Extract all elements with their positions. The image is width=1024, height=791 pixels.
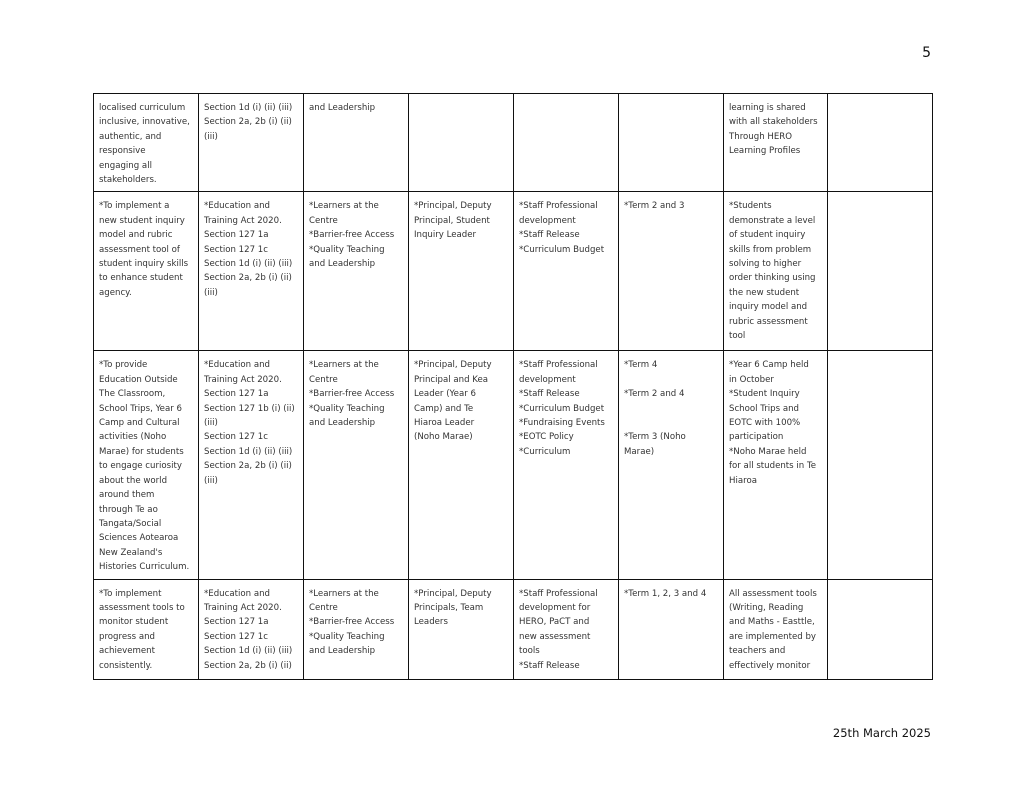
- cell-legislation: *Education and Training Act 2020. Section 127 1a Section 127 1c Section 1d (i) (ii) (iii) Section 2a, 2b (i) (ii): [199, 579, 304, 679]
- cell-objective: *To provide Education Outside The Classroom, School Trips, Year 6 Camp and Cultural activities (Noho Marae) for students to engage curiosity about the world around them through Te ao Tangata/Social Sciences Aotearoa New Zealand's Histories Curriculum.: [94, 351, 199, 579]
- cell-timeframe: *Term 1, 2, 3 and 4: [619, 579, 724, 679]
- cell-outcome: *Students demonstrate a level of student inquiry skills from problem solving to higher order thinking using the new student inquiry model and rubric assessment tool: [724, 192, 828, 351]
- cell-resources: *Staff Professional development *Staff Release *Curriculum Budget: [514, 192, 619, 351]
- cell-strategic-priority: *Learners at the Centre *Barrier-free Access *Quality Teaching and Leadership: [304, 351, 409, 579]
- cell-outcome: learning is shared with all stakeholders Through HERO Learning Profiles: [724, 94, 828, 192]
- cell-legislation: Section 1d (i) (ii) (iii) Section 2a, 2b (i) (ii) (iii): [199, 94, 304, 192]
- cell-timeframe: *Term 4 *Term 2 and 4 *Term 3 (Noho Marae): [619, 351, 724, 579]
- cell-legislation: *Education and Training Act 2020. Section 127 1a Section 127 1c Section 1d (i) (ii) (iii) Section 2a, 2b (i) (ii) (iii): [199, 192, 304, 351]
- cell-objective: *To implement assessment tools to monitor student progress and achievement consistently.: [94, 579, 199, 679]
- cell-strategic-priority: *Learners at the Centre *Barrier-free Access *Quality Teaching and Leadership: [304, 192, 409, 351]
- cell-empty: [828, 192, 933, 351]
- annual-plan-table: [93, 93, 933, 680]
- cell-strategic-priority: and Leadership: [304, 94, 409, 192]
- cell-resources: [514, 94, 619, 192]
- cell-responsibility: [409, 94, 514, 192]
- page-number: 5: [922, 45, 931, 61]
- table-row: [94, 351, 933, 579]
- footer-date: 25th March 2025: [832, 726, 931, 740]
- cell-responsibility: *Principal, Deputy Principal and Kea Leader (Year 6 Camp) and Te Hiaroa Leader (Noho Marae): [409, 351, 514, 579]
- cell-objective: localised curriculum inclusive, innovative, authentic, and responsive engaging all stakeholders.: [94, 94, 199, 192]
- table-row: [94, 94, 933, 192]
- cell-objective: *To implement a new student inquiry model and rubric assessment tool of student inquiry skills to enhance student agency.: [94, 192, 199, 351]
- cell-resources: *Staff Professional development *Staff Release *Curriculum Budget *Fundraising Events *EOTC Policy *Curriculum: [514, 351, 619, 579]
- cell-responsibility: *Principal, Deputy Principals, Team Leaders: [409, 579, 514, 679]
- cell-outcome: *Year 6 Camp held in October *Student Inquiry School Trips and EOTC with 100% participation *Noho Marae held for all students in Te Hiaroa: [724, 351, 828, 579]
- cell-timeframe: [619, 94, 724, 192]
- cell-empty: [828, 579, 933, 679]
- cell-empty: [828, 351, 933, 579]
- cell-responsibility: *Principal, Deputy Principal, Student Inquiry Leader: [409, 192, 514, 351]
- cell-legislation: *Education and Training Act 2020. Section 127 1a Section 127 1b (i) (ii) (iii) Section 127 1c Section 1d (i) (ii) (iii) Section 2a, 2b (i) (ii) (iii): [199, 351, 304, 579]
- cell-outcome: All assessment tools (Writing, Reading and Maths - Easttle, are implemented by teachers and effectively monitor: [724, 579, 828, 679]
- cell-timeframe: *Term 2 and 3: [619, 192, 724, 351]
- cell-empty: [828, 94, 933, 192]
- table-row: [94, 579, 933, 679]
- cell-resources: *Staff Professional development for HERO, PaCT and new assessment tools *Staff Release: [514, 579, 619, 679]
- table-row: [94, 192, 933, 351]
- cell-strategic-priority: *Learners at the Centre *Barrier-free Access *Quality Teaching and Leadership: [304, 579, 409, 679]
